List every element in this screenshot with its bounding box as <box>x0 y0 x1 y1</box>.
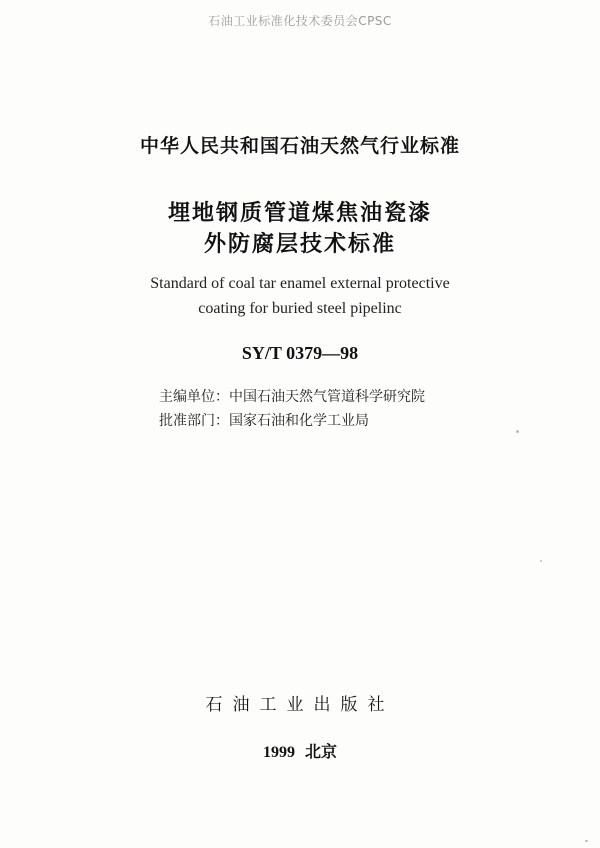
publisher-name: 石油工业出版社 <box>205 695 395 715</box>
publication-year-place: 1999 北京 <box>262 744 337 761</box>
title-english-line-2: coating for buried steel pipelinc <box>198 300 402 317</box>
editor-unit-row <box>159 386 425 406</box>
title-english-line-1: Standard of coal tar enamel external protective <box>150 275 450 292</box>
approver-dept-value: 国家石油和化学工业局 <box>229 413 369 429</box>
editor-unit-value: 中国石油天然气管道科学研究院 <box>229 389 425 405</box>
approver-dept-row <box>159 410 369 430</box>
approver-dept-label: 批准部门： <box>159 413 229 429</box>
scan-speck <box>540 560 542 562</box>
standard-code: SY/T 0379—98 <box>241 343 359 363</box>
editor-unit-label: 主编单位： <box>159 389 229 405</box>
title-chinese-line-2: 外防腐层技术标准 <box>203 232 396 257</box>
scan-speck <box>516 430 519 433</box>
standard-series-heading: 中华人民共和国石油天然气行业标准 <box>139 135 460 157</box>
title-chinese-line-1: 埋地钢质管道煤焦油瓷漆 <box>167 201 432 226</box>
scan-speck <box>585 840 588 842</box>
watermark-text: 石油工业标准化技术委员会CPSC <box>208 14 392 28</box>
